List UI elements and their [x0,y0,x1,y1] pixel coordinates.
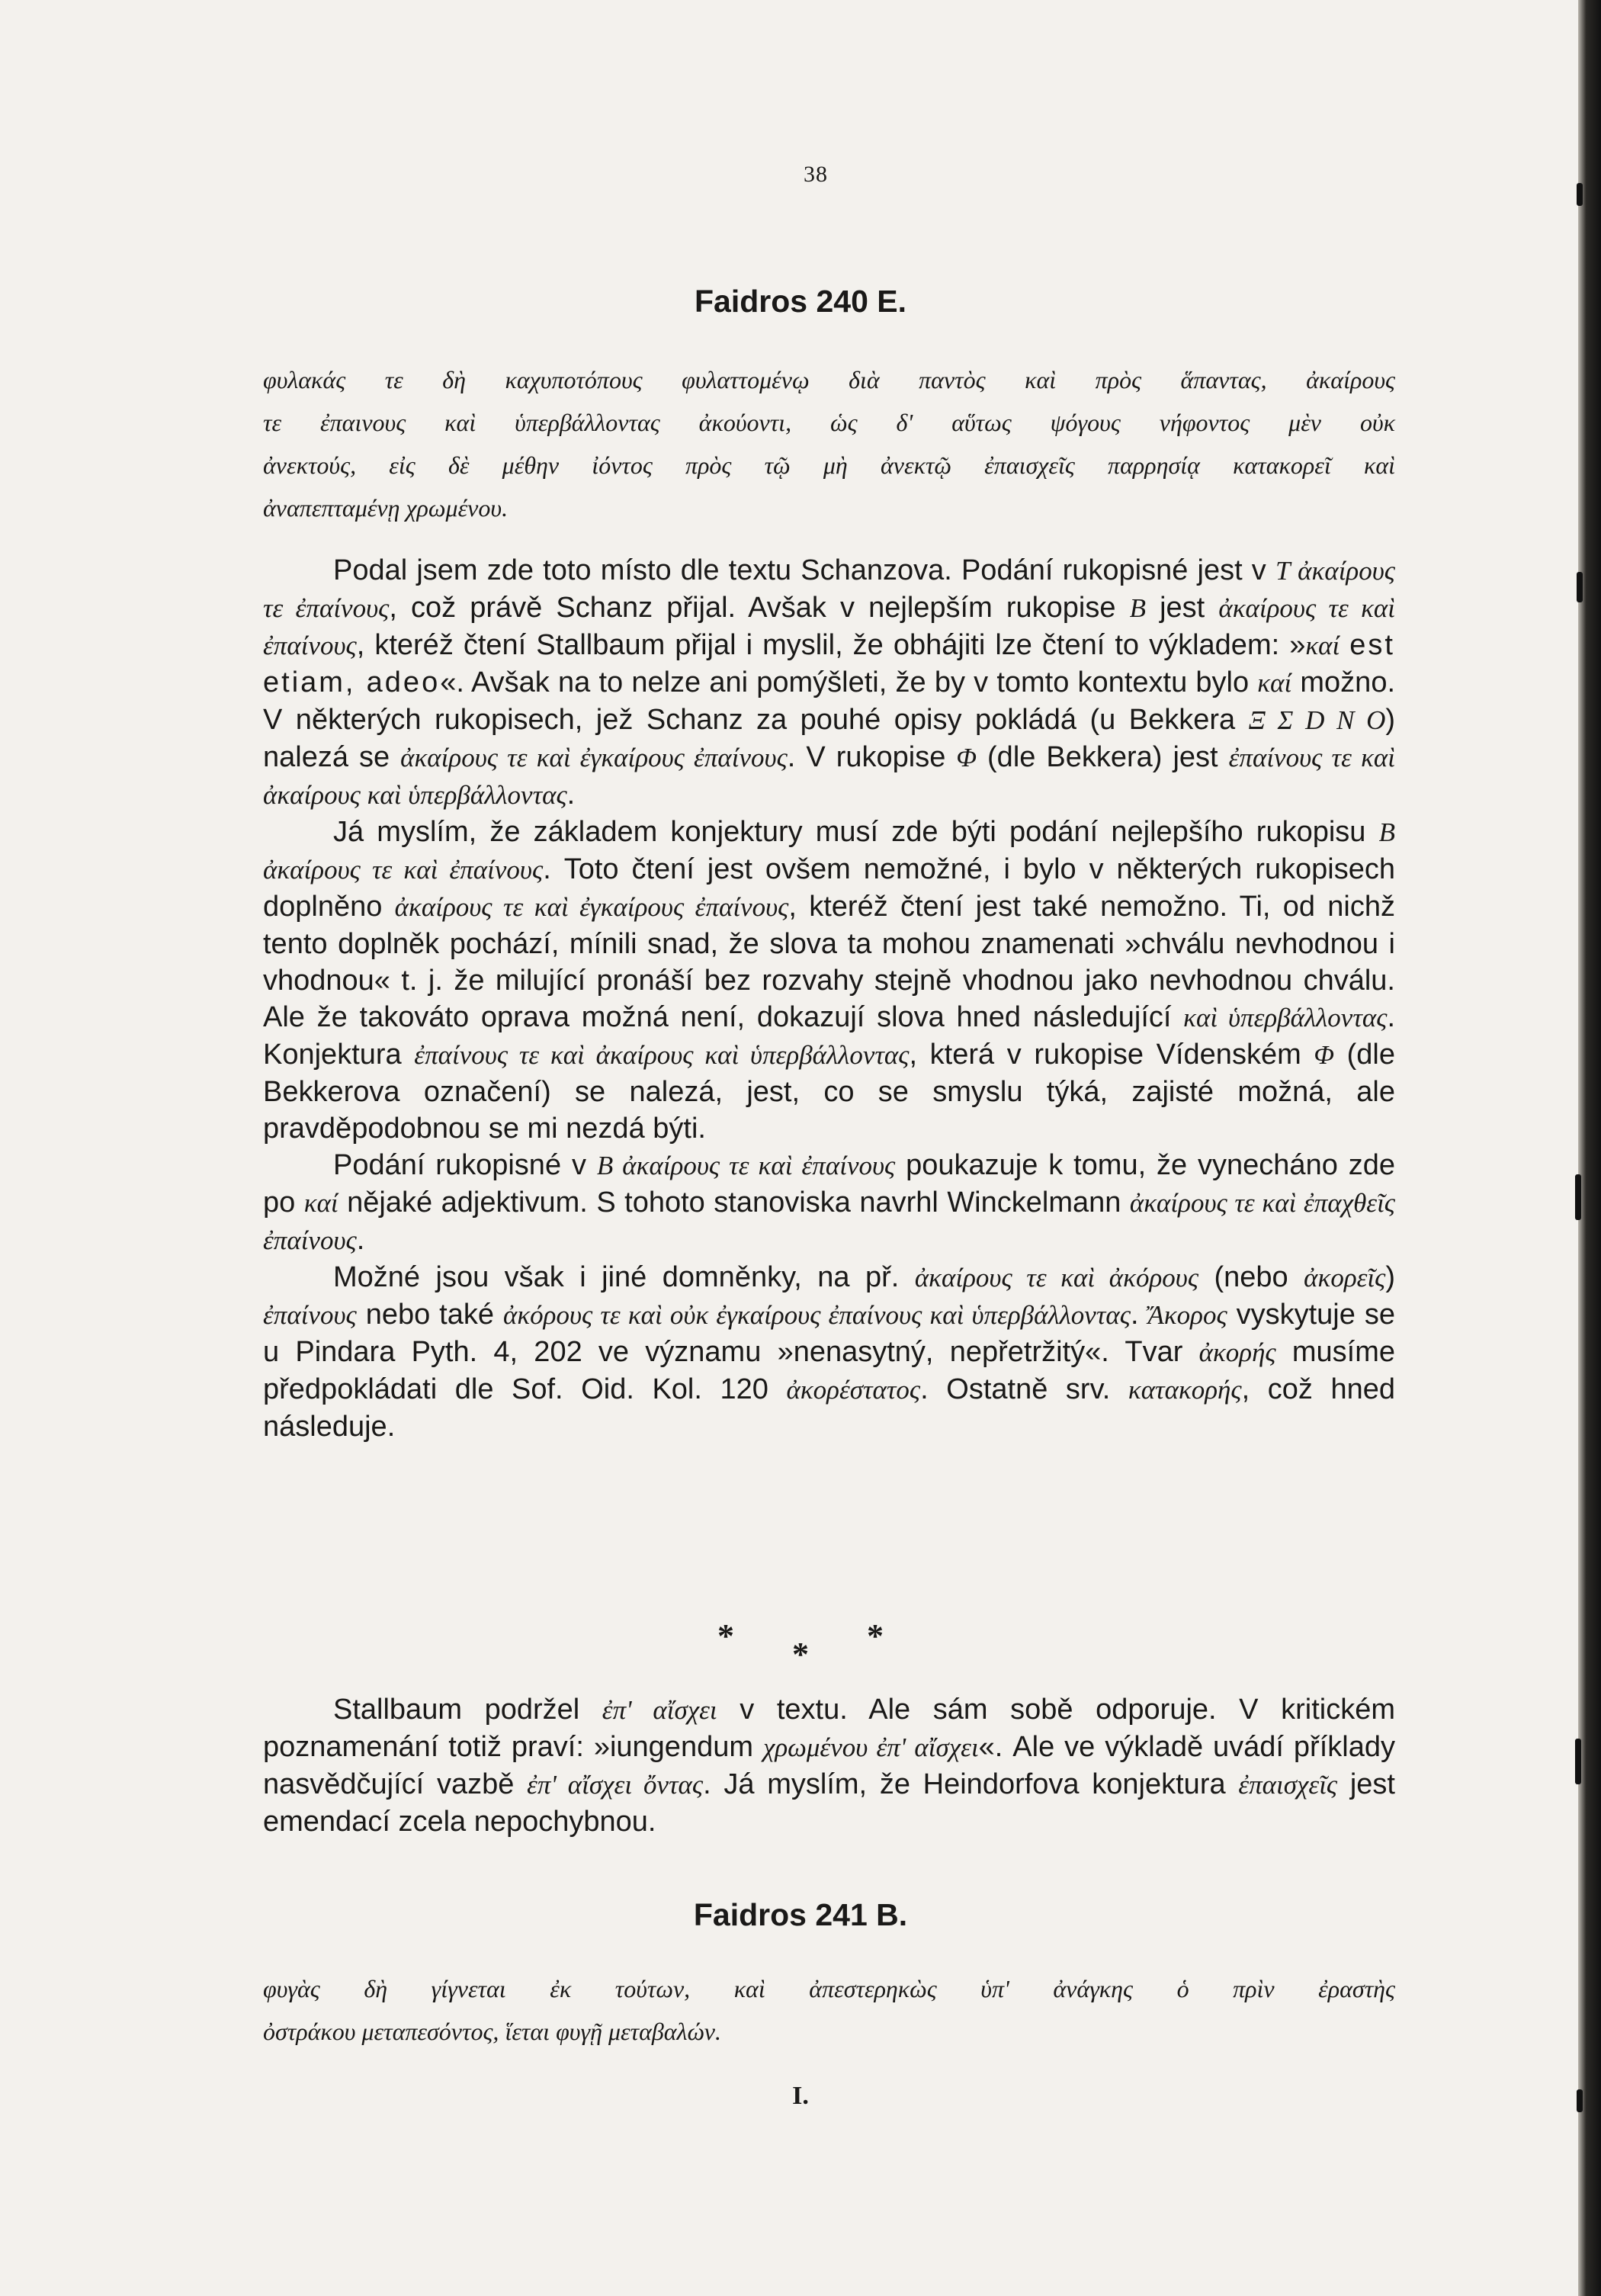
greek-phrase: Φ [1314,1040,1335,1070]
page-number: 38 [804,162,828,187]
greek-phrase: καὶ ὑπερβάλλοντας [1183,1003,1388,1032]
section-heading-240e: Faidros 240 E. [694,284,906,319]
asterisk: * [867,1617,884,1655]
greek-phrase: ἐπαισχεῖς [1238,1770,1338,1800]
greek-phrase: B ἀκαίρους τε καὶ ἐπαίνους [596,1151,896,1180]
greek-line: φυλακάς τε δὴ καχυποτόπους φυλαττομένῳ διὰ παντὸς καὶ πρὸς ἅπαντας, ἀκαίρους [263,366,1395,393]
greek-phrase: ἐπ' αἴσχει ὄντας [527,1770,704,1800]
greek-line: ὀστράκου μεταπεσόντος, ἵεται φυγῇ μεταβαλών. [263,2018,721,2045]
greek-phrase: καί [1305,631,1340,660]
paragraph: Podání rukopisné v B ἀκαίρους τε καὶ ἐπαίνους poukazuje k tomu, že vynecháno zde po καί nějaké adjektivum. S tohoto stanoviska navrhl Winckelmann ἀκαίρους τε καὶ ἐπαχθεῖς ἐπαίνους. [263,1149,1395,1256]
greek-phrase: ἐπαίνους τε καὶ ἀκαίρους καὶ ὑπερβάλλοντας [263,743,1395,810]
greek-phrase: ἐπ' αἴσχει [602,1695,717,1725]
paragraph: Já myslím, že základem konjektury musí zde býti podání nejlepšího rukopisu B ἀκαίρους τε καὶ ἐπαίνους. Toto čtení jest ovšem nemožné, i bylo v některých rukopisech doplněno ἀκαίρους τε καὶ ἐγκαίρους ἐπαίνους, kteréž čtení jest také nemožno. Ti, od nichž tento doplněk pochází, mínili snad, že slova ta mohou znamenati »chválu nevhodnou i vhodnou« t. j. že milující pronáší bez rozvahy stejně vhodnou jako nevhodnou chválu. Ale že takováto oprava možná není, dokazují slova hned následující καὶ ὑπερβάλλοντας. Konjektura ἐπαίνους τε καὶ ἀκαίρους καὶ ὑπερβάλλοντας, která v rukopise Vídenském Φ (dle Bekkerova označení) se nalezá, jest, co se smyslu týká, zajisté možná, ale pravděpodobnou se mi nezdá býti. [263,816,1396,1145]
greek-phrase: καί [1257,668,1292,698]
commentary-body-2 [263,1691,1395,1840]
greek-phrase: χρωμένου ἐπ' αἴσχει [762,1732,979,1762]
asterism-divider [0,1617,1601,1673]
asterisk: * [717,1617,734,1655]
paragraph: Možné jsou však i jiné domněnky, na př. ἀκαίρους τε καὶ ἀκόρους (nebo ἀκορεῖς) ἐπαίνους nebo také ἀκόρους τε καὶ οὐκ ἐγκαίρους ἐπαίνους καὶ ὑπερβάλλοντας. Ἄκορος vyskytuje se u Pindara Pyth. 4, 202 ve významu »nenasytný, nepřetržitý«. Tvar ἀκορής musíme předpokládati dle Sof. Oid. Kol. 120 ἀκορέστατος. Ostatně srv. κατακορής, což hned následuje. [263,1261,1396,1443]
greek-phrase: Ξ Σ D N O [1248,705,1386,735]
greek-phrase: B ἀκαίρους τε καὶ ἐπαίνους [263,817,1395,885]
greek-phrase: ἀκορής [1198,1337,1276,1367]
greek-phrase: Φ [956,743,977,772]
greek-phrase: T ἀκαίρους τε ἐπαίνους [263,556,1395,623]
paragraph: Podal jsem zde toto místo dle textu Schanzova. Podání rukopisné jest v T ἀκαίρους τε ἐπαίνους, což právě Schanz přijal. Avšak v nejlepším rukopise B jest ἀκαίρους τε καὶ ἐπαίνους, kteréž čtení Stallbaum přijal i myslil, že obhájiti lze čtení to výkladem: »καί est etiam, adeo«. Avšak na to nelze ani pomýšleti, že by v tomto kontextu bylo καί možno. V některých rukopisech, jež Schanz za pouhé opisy pokládá (u Bekkera Ξ Σ D N O) nalezá se ἀκαίρους τε καὶ ἐγκαίρους ἐπαίνους. V rukopise Φ (dle Bekkera) jest ἐπαίνους τε καὶ ἀκαίρους καὶ ὑπερβάλλοντας. [263,554,1396,811]
greek-phrase: ἀκορεῖς [1304,1263,1386,1293]
greek-phrase: κατακορής [1128,1375,1242,1405]
greek-phrase: ἀκαίρους τε καὶ ἐγκαίρους ἐπαίνους [394,892,789,922]
greek-phrase: ἀκόρους τε καὶ οὐκ ἐγκαίρους ἐπαίνους καὶ ὑπερβάλλοντας [502,1300,1131,1330]
greek-phrase: ἀκαίρους τε καὶ ἐπαχθεῖς ἐπαίνους [263,1188,1395,1255]
greek-line: φυγὰς δὴ γίγνεται ἐκ τούτων, καὶ ἀπεστερηκὼς ὑπ' ἀνάγκης ὁ πρὶν ἐραστὴς [263,1975,1395,2002]
greek-phrase: καί [303,1188,338,1218]
greek-phrase: B [1129,593,1146,623]
greek-quote-2 [263,1967,1395,2053]
greek-line: τε ἐπαινους καὶ ὑπερβάλλοντας ἀκούοντι, ὡς δ' αὕτως ψόγους νήφοντος μὲν οὐκ [263,409,1395,436]
greek-phrase: Ἄκορος [1147,1300,1227,1330]
scan-edge-shadow [1578,0,1601,2296]
signature-mark: I. [792,2082,809,2110]
spaced-latin-phrase: est etiam, adeo [263,629,1395,698]
greek-quote-1 [263,358,1395,529]
greek-phrase: ἀκαίρους τε καὶ ἐπαίνους [263,593,1396,660]
paragraph: Stallbaum podržel ἐπ' αἴσχει v textu. Ale sám sobě odporuje. V kritickém poznamenání totiž praví: »iungendum χρωμένου ἐπ' αἴσχει«. Ale ve výkladě uvádí příklady nasvědčující vazbě ἐπ' αἴσχει ὄντας. Já myslím, že Heindorfova konjektura ἐπαισχεῖς jest emendací zcela nepochybnou. [263,1694,1396,1838]
greek-phrase: ἀκαίρους τε καὶ ἐγκαίρους ἐπαίνους [400,743,788,772]
greek-line: ἀναπεπταμένῃ χρωμένου. [263,494,509,522]
greek-phrase: ἀκαίρους τε καὶ ἀκόρους [914,1263,1199,1293]
asterisk: * [792,1636,809,1673]
greek-phrase: ἐπαίνους [263,1300,357,1330]
greek-phrase: ἐπαίνους τε καὶ ἀκαίρους καὶ ὑπερβάλλοντας [414,1040,910,1070]
greek-line: ἀνεκτούς, εἰς δὲ μέθην ἰόντος πρὸς τῷ μὴ ἀνεκτῷ ἐπαισχεῖς παρρησίᾳ κατακορεῖ καὶ [263,451,1395,479]
commentary-body [263,552,1395,1445]
section-heading-241b: Faidros 241 B. [693,1897,908,1932]
greek-phrase: ἀκορέστατος [786,1375,921,1405]
